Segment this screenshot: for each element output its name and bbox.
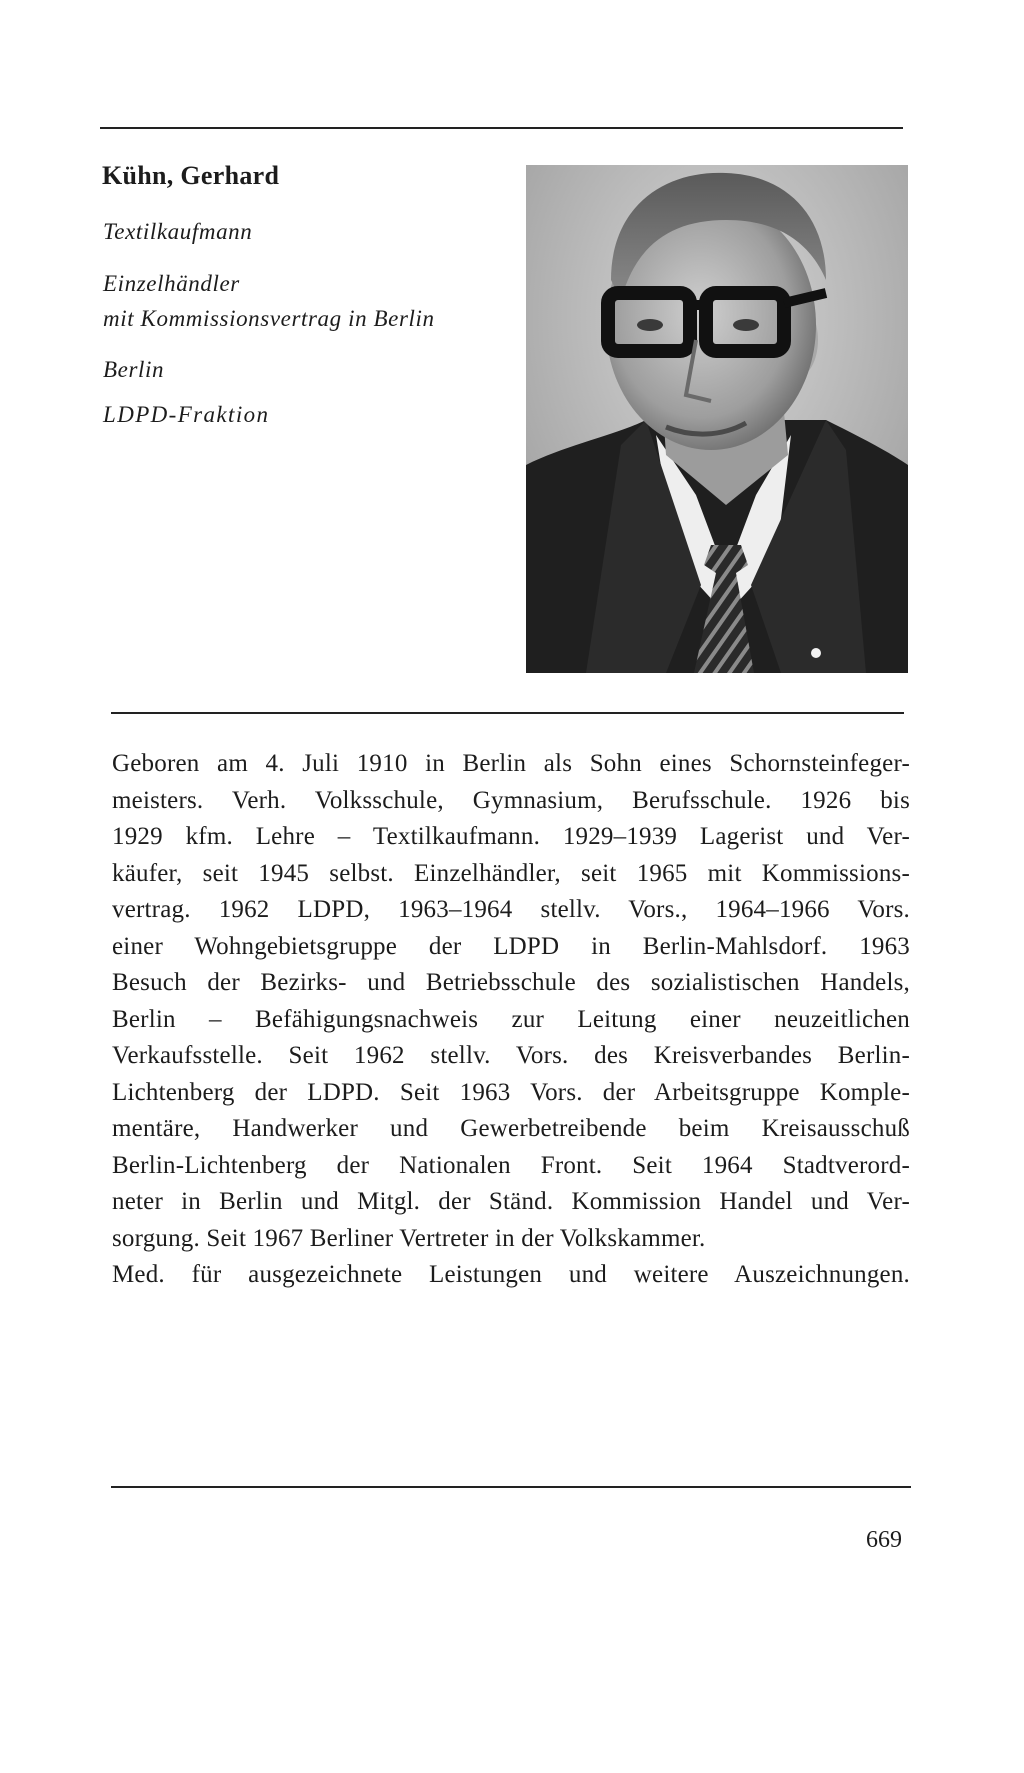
biography — [112, 746, 910, 1294]
biography-line: Geboren am 4. Juli 1910 in Berlin als Sohn eines Schornsteinfeger- — [112, 750, 910, 777]
top-rule — [100, 127, 903, 129]
biography-line: mentäre, Handwerker und Gewerbetreibende beim Kreisausschuß — [112, 1115, 910, 1142]
middle-rule — [111, 712, 904, 714]
biography-line: Besuch der Bezirks- und Betriebsschule des sozialistischen Handels, — [112, 969, 910, 996]
occupation-line-1: Einzelhändler — [103, 271, 240, 296]
person-name: Kühn, Gerhard — [102, 161, 280, 190]
biography-line: Verkaufsstelle. Seit 1962 stellv. Vors. des Kreisverbandes Berlin- — [112, 1042, 910, 1069]
biography-line: einer Wohngebietsgruppe der LDPD in Berlin-Mahlsdorf. 1963 — [112, 932, 910, 960]
occupation-line-2: mit Kommissionsvertrag in Berlin — [103, 306, 435, 331]
biography-line: Med. für ausgezeichnete Leistungen und weitere Auszeichnungen. — [112, 1261, 910, 1288]
profession: Textilkaufmann — [103, 219, 253, 244]
biography-line: 1929 kfm. Lehre – Textilkaufmann. 1929–1939 Lagerist und Ver- — [112, 823, 910, 850]
party-faction: LDPD-Fraktion — [103, 402, 270, 427]
biography-line: sorgung. Seit 1967 Berliner Vertreter in der Volkskammer. — [112, 1224, 706, 1252]
portrait-photo — [526, 165, 908, 673]
page-number: 669 — [866, 1527, 902, 1553]
city: Berlin — [103, 357, 165, 382]
biography-line: käufer, seit 1945 selbst. Einzelhändler, seit 1965 mit Kommissions- — [112, 859, 910, 887]
biography-line: Berlin – Befähigungsnachweis zur Leitung einer neuzeitlichen — [112, 1005, 910, 1033]
biography-line: neter in Berlin und Mitgl. der Ständ. Kommission Handel und Ver- — [112, 1188, 910, 1215]
biography-line: Berlin-Lichtenberg der Nationalen Front. Seit 1964 Stadtverord- — [112, 1151, 910, 1179]
biography-line: vertrag. 1962 LDPD, 1963–1964 stellv. Vors., 1964–1966 Vors. — [112, 896, 910, 923]
biography-line: meisters. Verh. Volksschule, Gymnasium, Berufsschule. 1926 bis — [112, 786, 910, 814]
bottom-rule — [111, 1486, 911, 1488]
biography-line: Lichtenberg der LDPD. Seit 1963 Vors. der Arbeitsgruppe Komple- — [112, 1078, 910, 1106]
